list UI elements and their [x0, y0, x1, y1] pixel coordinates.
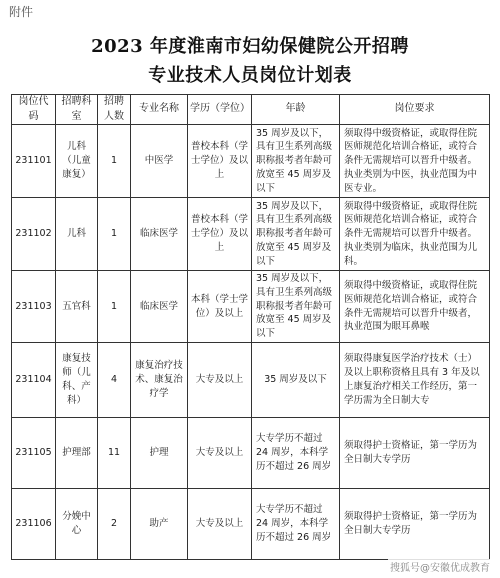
cell-major: 中医学 — [131, 125, 188, 198]
source-watermark: 搜狐号@安徽优成教育 — [388, 559, 492, 574]
cell-education: 大专及以上 — [188, 418, 252, 489]
cell-count: 1 — [98, 271, 131, 343]
cell-code: 231101 — [12, 125, 56, 198]
cell-education: 大专及以上 — [188, 343, 252, 418]
header-count: 招聘人数 — [98, 95, 131, 125]
position-plan-table — [11, 94, 490, 560]
cell-dept: 儿科（儿童康复） — [56, 125, 98, 198]
table-row — [12, 489, 490, 560]
cell-age: 35 周岁及以下，具有卫生系列高级职称报考者年龄可放宽至 45 周岁及以下 — [252, 271, 340, 343]
cell-dept: 儿科 — [56, 198, 98, 271]
cell-count: 2 — [98, 489, 131, 560]
header-dept: 招聘科室 — [56, 95, 98, 125]
cell-count: 1 — [98, 198, 131, 271]
cell-age: 大专学历不超过 24 周岁，本科学历不超过 26 周岁 — [252, 489, 340, 560]
cell-education: 本科（学士学位）及以上 — [188, 271, 252, 343]
document-title-line2: 专业技术人员岗位计划表 — [148, 65, 352, 86]
cell-dept: 康复技师（儿科、产科） — [56, 343, 98, 418]
cell-major: 临床医学 — [131, 198, 188, 271]
cell-requirements: 须取得中级资格证，或取得住院医师规范化培训合格证，或符合条件无需规培可以晋升中级者。执业类别为临床，执业范围为儿科。 — [340, 198, 490, 271]
header-major: 专业名称 — [131, 95, 188, 125]
cell-count: 1 — [98, 125, 131, 198]
cell-age: 35 周岁及以下 — [252, 343, 340, 418]
cell-requirements: 须取得护士资格证，第一学历为全日制大专学历 — [340, 418, 490, 489]
cell-code: 231104 — [12, 343, 56, 418]
cell-major: 临床医学 — [131, 271, 188, 343]
cell-major: 康复治疗技术、康复治疗学 — [131, 343, 188, 418]
table-header-row — [12, 95, 490, 125]
attachment-label: 附件 — [9, 5, 34, 19]
cell-major: 助产 — [131, 489, 188, 560]
table-row — [12, 125, 490, 198]
table-row — [12, 198, 490, 271]
cell-requirements: 须取得康复医学治疗技术（士）及以上职称资格且具有 3 年及以上康复治疗相关工作经历，第一学历需为全日制大专 — [340, 343, 490, 418]
cell-code: 231103 — [12, 271, 56, 343]
cell-requirements: 须取得护士资格证，第一学历为全日制大专学历 — [340, 489, 490, 560]
table-row — [12, 343, 490, 418]
table-row — [12, 271, 490, 343]
cell-code: 231106 — [12, 489, 56, 560]
cell-dept: 五官科 — [56, 271, 98, 343]
header-education: 学历（学位） — [188, 95, 252, 125]
document-title-line1: 2023 年度淮南市妇幼保健院公开招聘 — [91, 36, 409, 57]
cell-dept: 护理部 — [56, 418, 98, 489]
header-requirements: 岗位要求 — [340, 95, 490, 125]
cell-age: 35 周岁及以下，具有卫生系列高级职称报考者年龄可放宽至 45 周岁及以下 — [252, 198, 340, 271]
cell-major: 护理 — [131, 418, 188, 489]
cell-education: 普校本科（学士学位）及以上 — [188, 198, 252, 271]
cell-education: 普校本科（学士学位）及以上 — [188, 125, 252, 198]
cell-count: 4 — [98, 343, 131, 418]
cell-requirements: 须取得中级资格证，或取得住院医师规范化培训合格证，或符合条件无需规培可以晋升中级者。执业类别为中医，执业范围为中医专业。 — [340, 125, 490, 198]
cell-education: 大专及以上 — [188, 489, 252, 560]
header-age: 年龄 — [252, 95, 340, 125]
cell-count: 11 — [98, 418, 131, 489]
cell-age: 大专学历不超过 24 周岁，本科学历不超过 26 周岁 — [252, 418, 340, 489]
cell-code: 231102 — [12, 198, 56, 271]
cell-requirements: 须取得中级资格证，或取得住院医师规范化培训合格证，或符合条件无需规培可以晋升中级者，执业范围为眼耳鼻喉 — [340, 271, 490, 343]
table-row — [12, 418, 490, 489]
cell-age: 35 周岁及以下，具有卫生系列高级职称报考者年龄可放宽至 45 周岁及以下 — [252, 125, 340, 198]
cell-dept: 分娩中心 — [56, 489, 98, 560]
cell-code: 231105 — [12, 418, 56, 489]
header-code: 岗位代码 — [12, 95, 56, 125]
